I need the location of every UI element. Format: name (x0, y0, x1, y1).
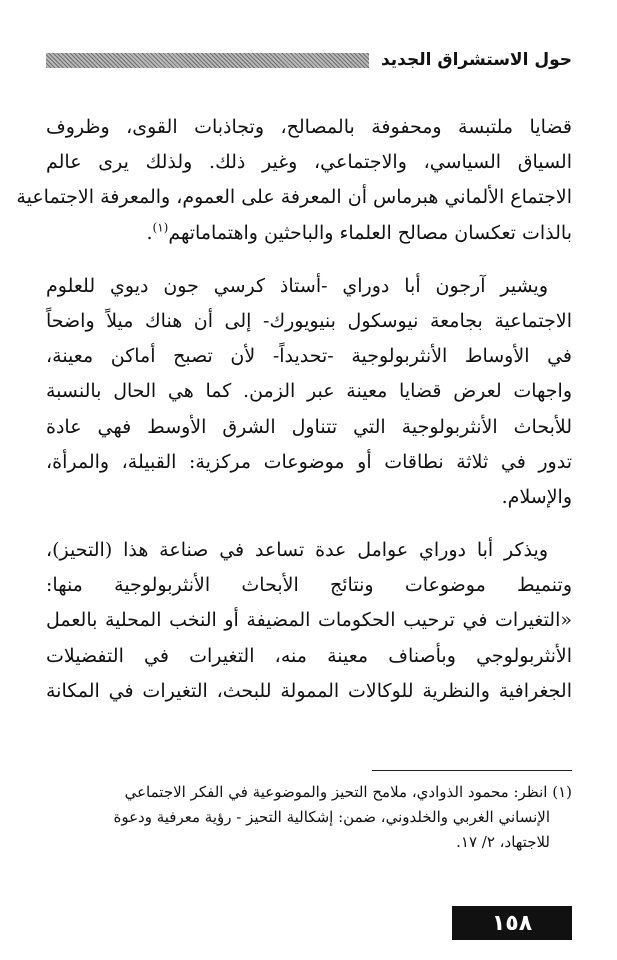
text-line: ويذكر أبا دوراي عوامل عدة تساعد في صناعة هذا (التحيز)، (46, 539, 548, 562)
text-line-content: بالذات تعكسان مصالح العلماء والباحثين واهتماماتهم (168, 221, 572, 244)
text-line: للأبحاث الأنثربولوجية التي تتناول الشرق الأوسط فهي عادة (46, 415, 572, 438)
text-line: ويشير آرجون أبا دوراي -أستاذ كرسي جون ديوي للعلوم (46, 274, 548, 297)
text-line-with-footnote (46, 216, 572, 251)
text-line: الأنثربولوجي وبأصناف معينة منه، التغيرات في التفضيلات (46, 644, 572, 667)
text-line: والإسلام. (501, 485, 572, 508)
text-line: السياق السياسي، والاجتماعي، وغير ذلك. ولذلك يرى عالم (46, 151, 572, 174)
text-line: قضايا ملتبسة ومحفوفة بالمصالح، وتجاذبات القوى، وظروف (46, 116, 572, 138)
text-line: الجغرافية والنظرية للوكالات الممولة للبحث، التغيرات في المكانة (46, 679, 572, 702)
footnote-reference: (١) (152, 220, 169, 235)
running-header (46, 44, 572, 76)
text-line: وتنميط موضوعات ونتائج الأبحاث الأنثربولوجية منها: (46, 574, 572, 597)
header-decorative-bar (46, 53, 369, 68)
footnote (46, 780, 572, 855)
text-line: «التغيرات في ترحيب الحكومات المضيفة أو النخب المحلية بالعمل (46, 609, 572, 632)
text-line: تدور في ثلاثة نطاقات أو موضوعات مركزية: القبيلة، والمرأة، (46, 450, 572, 473)
page-number: ١٥٨ (491, 910, 533, 936)
page-number-box (452, 906, 572, 940)
footnote-line: الإنساني الغربي والخلدوني، ضمن: إشكالية التحيز - رؤية معرفية ودعوة (113, 808, 550, 826)
paragraph-gap (46, 251, 572, 269)
text-line: في الأوساط الأنثربولوجية -تحديداً- لأن تصبح أماكن معينة، (46, 345, 572, 368)
running-header-title: حول الاستشراق الجديد (380, 50, 572, 70)
text-line: واجهات لعرض قضايا معينة عبر الزمن. كما هي الحال بالنسبة (46, 380, 572, 403)
text-line: الاجتماعية بجامعة نيوسكول بنيويورك- إلى أن هناك ميلاً واضحاً (46, 309, 572, 332)
full-stop: . (146, 221, 153, 244)
footnote-line: للاجتهاد، ٢/ ١٧. (456, 833, 550, 851)
footnote-separator (372, 770, 572, 771)
paragraph-gap (46, 515, 572, 533)
text-line: الاجتماع الألماني هبرماس أن المعرفة على العموم، والمعرفة الاجتماعية (16, 186, 572, 209)
body-text (16, 110, 572, 709)
footnote-line: (١) انظر: محمود الذوادي، ملامح التحيز والموضوعية في الفكر الاجتماعي (124, 783, 572, 801)
